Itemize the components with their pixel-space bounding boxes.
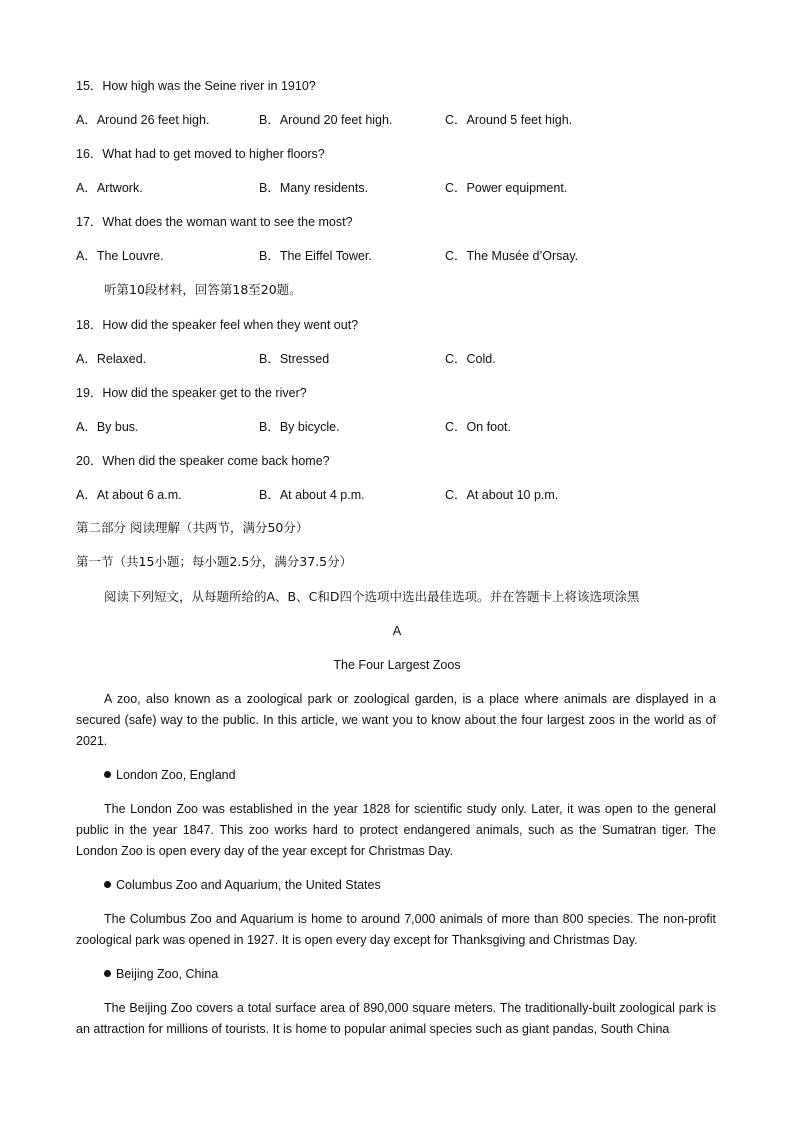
question-17-option-b: B．The Eiffel Tower. (259, 249, 372, 263)
question-19-option-c: C．On foot. (445, 420, 511, 434)
passage-letter: A (392, 623, 402, 638)
zoo-1-paragraph: The London Zoo was established in the year 1828 for scientific study only. Later, it was open to the general public in the year 1847. This zoo works hard to protect endangered animals, such as the Sumatran tiger. The London Zoo is open every day of the year except for Christmas Day. (76, 802, 716, 858)
question-19-option-b: B．By bicycle. (259, 420, 340, 434)
question-15-stem: 15．How high was the Seine river in 1910? (76, 79, 316, 93)
question-20-option-c: C．At about 10 p.m. (445, 488, 559, 502)
passage-intro: A zoo, also known as a zoological park or zoological garden, is a place where animals are displayed in a secured (safe) way to the public. In this article, we want you to know about the four largest zoos in the world as of 2021. (76, 692, 716, 748)
part2-heading: 第二部分 阅读理解（共两节，满分50分） (76, 520, 309, 535)
question-20-option-b: B．At about 4 p.m. (259, 488, 365, 502)
question-16-option-a: A．Artwork. (76, 181, 143, 195)
question-19-stem: 19．How did the speaker get to the river? (76, 386, 307, 400)
question-15-option-b: B．Around 20 feet high. (259, 113, 393, 127)
question-18-stem: 18．How did the speaker feel when they went out? (76, 318, 359, 332)
question-15-option-a: A．Around 26 feet high. (76, 113, 210, 127)
question-16-option-c: C．Power equipment. (445, 181, 568, 195)
question-17-options (76, 247, 726, 265)
section1-heading: 第一节（共15小题；每小题2.5分，满分37.5分） (76, 554, 353, 569)
question-18-option-b: B．Stressed (259, 352, 330, 366)
zoo-2-heading (104, 876, 381, 894)
question-16-option-b: B．Many residents. (259, 181, 369, 195)
bullet-icon (104, 881, 111, 888)
question-20-option-a: A．At about 6 a.m. (76, 488, 182, 502)
reading-instructions: 阅读下列短文，从每题所给的A、B、C和D四个选项中选出最佳选项。并在答题卡上将该选项涂黑 (104, 589, 640, 604)
question-20-stem: 20．When did the speaker come back home? (76, 454, 330, 468)
zoo-2-name: Columbus Zoo and Aquarium, the United States (116, 878, 381, 892)
zoo-2-paragraph: The Columbus Zoo and Aquarium is home to around 7,000 animals of more than 800 species. The non-profit zoological park was opened in 1927. It is open every day except for Thanksgiving and Christmas Day. (76, 912, 716, 947)
zoo-3-heading (104, 965, 218, 983)
question-17-option-a: A．The Louvre. (76, 249, 164, 263)
bullet-icon (104, 970, 111, 977)
question-15-option-c: C．Around 5 feet high. (445, 113, 573, 127)
zoo-1-heading (104, 766, 236, 784)
question-16-options (76, 179, 726, 197)
bullet-icon (104, 771, 111, 778)
zoo-3-name: Beijing Zoo, China (116, 967, 219, 981)
question-18-option-c: C．Cold. (445, 352, 496, 366)
question-17-option-c: C．The Musée d’Orsay. (445, 249, 579, 263)
question-19-options (76, 418, 726, 436)
passage-title: The Four Largest Zoos (333, 658, 461, 672)
section-note: 听第10段材料，回答第18至20题。 (104, 282, 302, 297)
question-15-options (76, 111, 726, 129)
zoo-3-paragraph: The Beijing Zoo covers a total surface area of 890,000 square meters. The traditionally-built zoological park is an attraction for millions of tourists. It is home to popular animal species such as giant pandas, South China (76, 1001, 716, 1036)
question-17-stem: 17．What does the woman want to see the most? (76, 215, 353, 229)
question-16-stem: 16．What had to get moved to higher floors? (76, 147, 325, 161)
question-18-option-a: A．Relaxed. (76, 352, 147, 366)
question-19-option-a: A．By bus. (76, 420, 139, 434)
zoo-1-name: London Zoo, England (116, 768, 236, 782)
question-20-options (76, 486, 726, 504)
question-18-options (76, 350, 726, 368)
